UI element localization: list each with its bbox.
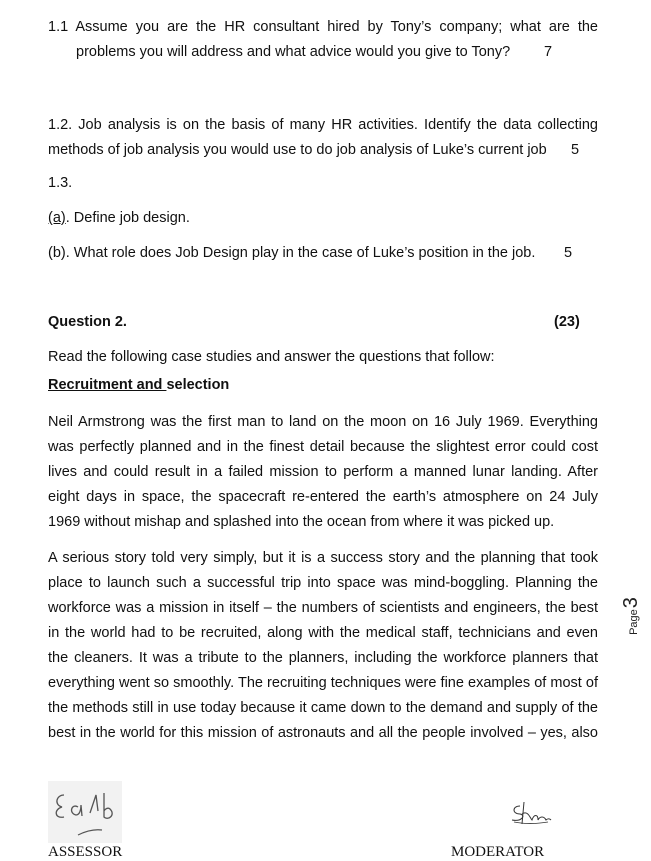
assessor-label: ASSESSOR [48, 844, 123, 860]
question-1-1-line2-text: problems you will address and what advice would you give to Tony? [76, 44, 511, 60]
question-2-title: Question 2. [48, 314, 127, 330]
page-number [620, 596, 651, 636]
case-study-heading [48, 377, 229, 393]
question-1-3-marks: 5 [564, 245, 573, 261]
question-2-instruction: Read the following case studies and answer the questions that follow: [48, 349, 495, 365]
question-2-marks: (23) [554, 314, 580, 330]
question-1-3-part-b: (b). What role does Job Design play in the case of Luke’s position in the job. [48, 245, 536, 261]
question-1-3-part-a-text: . Define job design. [65, 210, 190, 226]
page-number-label: Page [628, 609, 640, 635]
moderator-signature-scribble [508, 798, 552, 832]
question-1-3-part-a [48, 210, 190, 226]
assessor-signature [48, 781, 122, 843]
question-1-2-line1: 1.2. Job analysis is on the basis of many HR activities. Identify the data collecting [48, 117, 598, 133]
question-1-3-part-a-label: (a) [48, 210, 66, 226]
question-1-1-line2 [48, 40, 598, 65]
case-study-paragraph-2: A serious story told very simply, but it is a success story and the planning that took place to launch such a successful trip into space was mind-boggling. Planning the workforce was a mission in itself – the numbers of scientists and engineers, the best in the world had to be recruited, along with the medical staff, technicians and even the cleaners. It was a tribute to the planners, including the workforce planners that everything went so smoothly. The recruiting techniques were fine examples of most of the methods still in use today because it came down to the demand and supply of the best in the world for this mission of astronauts and all the people involved – yes, also [48, 550, 598, 741]
question-1-2 [48, 113, 598, 163]
moderator-label: MODERATOR [451, 844, 545, 860]
question-1-3-label: 1.3. [48, 175, 73, 191]
case-study-heading-underlined: Recruitment and [48, 377, 167, 393]
question-1-1 [48, 15, 598, 65]
assessor-signature-scribble [48, 781, 122, 843]
moderator-signature [508, 798, 552, 832]
case-study-paragraph-1: Neil Armstrong was the first man to land on the moon on 16 July 1969. Everything was perfectly planned and in the finest detail because the slightest error could cost lives and could result in a failed mission to perform a manned lunar landing. After eight days in space, the spacecraft re-entered the earth’s atmosphere on 24 July 1969 without mishap and splashed into the ocean from where it was picked up. [48, 414, 598, 530]
question-1-2-line2 [48, 138, 598, 163]
page-number-value: 3 [620, 597, 642, 609]
question-1-1-line1: 1.1 Assume you are the HR consultant hired by Tony’s company; what are the [48, 19, 598, 35]
question-1-2-marks: 5 [571, 142, 580, 158]
case-study-heading-rest: selection [166, 377, 230, 393]
question-1-2-line2-text: methods of job analysis you would use to do job analysis of Luke’s current job [48, 142, 547, 158]
question-1-1-marks: 7 [544, 44, 553, 60]
